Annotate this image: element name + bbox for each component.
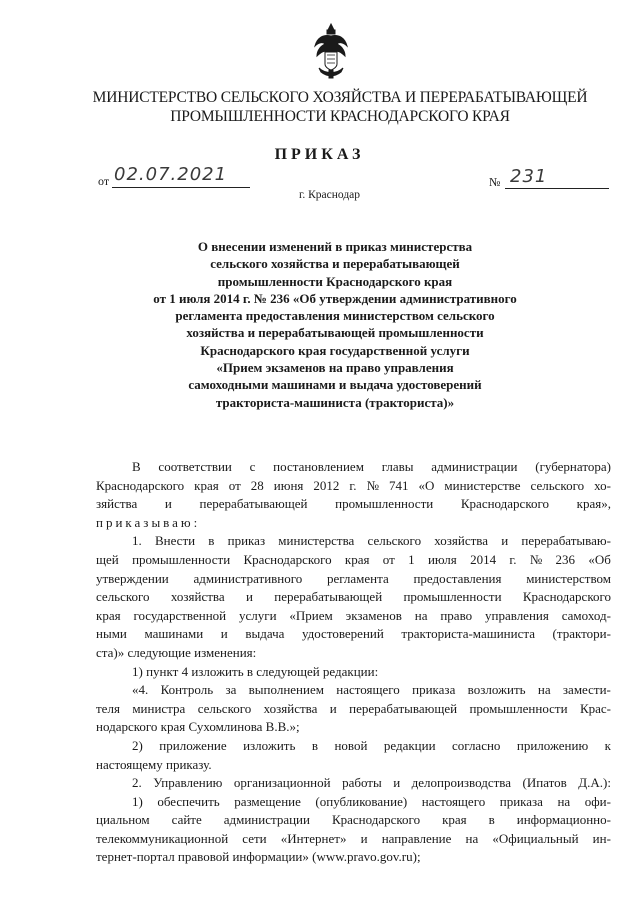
body-word: в [311,737,318,753]
document-type-heading: ПРИКАЗ [274,146,365,163]
date-underline [112,187,250,188]
body-word: утверждении [96,570,169,586]
body-word: министерства [278,533,355,549]
body-word: делопроизводства [411,775,512,791]
body-word: края [344,551,370,567]
body-word: перерабатывающей [199,496,308,512]
body-word: телекоммуникационной [96,830,229,846]
body-word: и [329,700,337,716]
body-line [96,681,611,700]
body-word: административного [193,570,303,586]
body-word: № [366,477,379,493]
body-word: и [164,496,172,512]
body-line [96,737,611,756]
title-line: самоходными машинами и выдача удостоверений [188,377,482,393]
body-word: настоящего [421,793,486,809]
order-number: 231 [510,166,548,187]
body-word: 2) [132,737,143,753]
body-word: зяйства [96,496,138,512]
body-word: приказа [412,682,456,698]
body-word: на [557,793,571,809]
body-word: экзаменов [345,607,402,623]
body-word: и [360,830,368,846]
body-word: 28 [250,477,264,493]
body-word: министерстве [444,477,521,493]
body-line: приказываю: [96,514,201,530]
body-word: хозяйства [263,700,318,716]
body-word: Д.А.): [578,775,611,791]
body-word: на [537,682,551,698]
body-word: промышленности [335,496,434,512]
body-word: «4. [132,682,149,698]
body-word: приказа [499,793,543,809]
city: г. Краснодар [298,189,361,201]
body-word: самоход- [561,607,611,623]
body-word: перерабатываю- [521,533,611,549]
body-word: сайте [171,812,202,828]
body-word: «Интернет» [280,830,347,846]
body-word: сельского [197,700,252,716]
body-line [96,774,611,793]
body-word: В [132,459,141,474]
number-prefix: № [489,175,501,189]
order-title [130,238,540,411]
body-line [96,793,611,812]
body-word: к [604,737,611,753]
body-word: от [382,551,395,567]
body-word: 2014 [470,551,497,567]
body-word: края [194,477,219,493]
body-word: сельского [530,477,585,493]
body-word: щей [96,551,119,567]
date-prefix: от [98,174,110,188]
body-word: постановлением [273,459,364,474]
body-word: министерством [526,570,611,586]
order-body [96,458,611,867]
body-word: тракториста-машиниста [401,626,535,642]
body-word: теля [96,700,120,716]
body-word: регламента [326,570,389,586]
body-word: информационно- [516,812,611,828]
body-word: Краснодарского [243,551,332,567]
body-word: края», [576,496,611,512]
body-word: и [220,626,228,642]
coat-of-arms-icon [311,22,351,80]
body-word: сельского [96,589,150,605]
ministry-name [60,88,620,126]
title-line: промышленности Краснодарского края [217,273,453,289]
body-word: перерабатывающей [274,589,383,605]
ministry-name-line: ПРОМЫШЛЕННОСТИ КРАСНОДАРСКОГО КРАЯ [170,108,510,125]
ministry-name-line: МИНИСТЕРСТВО СЕЛЬСКОГО ХОЗЯЙСТВА И ПЕРЕРАБАТЫВАЮЩЕЙ [92,89,588,106]
body-word: ин- [592,830,611,846]
body-word: в [208,533,215,549]
body-line [96,551,611,570]
body-word: и [501,533,509,549]
body-word: 2012 [313,477,340,493]
body-line: тернет-портал правовой информации» (www.pravo.gov.ru); [96,849,421,865]
body-word: июля [427,551,457,567]
body-word: июня [273,477,304,493]
body-word: края [96,607,121,623]
body-word: согласно [452,737,501,753]
body-word: в [488,812,495,828]
body-word: на [414,607,428,623]
body-line [96,607,611,626]
body-line [96,532,611,551]
body-word: офи- [584,793,611,809]
body-word: Краснодарского [522,589,611,605]
body-word: замести- [562,682,611,698]
body-word: с [249,459,256,474]
body-word: 1 [408,551,415,567]
body-word: приложение [159,737,227,753]
body-word: государственной [133,607,227,623]
body-word: «Официальный [492,830,579,846]
body-word: циальном [96,812,150,828]
title-line: Краснодарского края государственной услуги [200,342,470,358]
body-word: (опубликование) [315,793,408,809]
body-line: ста)» следующие изменения: [96,644,257,660]
body-word: удостоверений [301,626,384,642]
body-word: 2. [132,775,142,791]
body-word: выполнением [248,682,324,698]
body-word: хо- [594,477,611,493]
body-word: Управлению [153,775,223,791]
body-word: г. [509,551,517,567]
body-line [96,458,611,477]
body-word: промышленности [132,551,231,567]
title-line: сельского хозяйства и перерабатывающей [210,256,460,272]
body-word: организационной [233,775,331,791]
body-word: выдача [245,626,285,642]
body-word: хозяйства [434,533,489,549]
body-word: за [225,682,237,698]
body-line: 1) пункт 4 изложить в следующей редакции: [132,663,379,679]
body-word: изложить [243,737,296,753]
body-word: министра [132,700,186,716]
body-word: управления [485,607,549,623]
body-word: приложению [516,737,589,753]
body-word: работы [342,775,382,791]
body-line [96,700,611,719]
body-word: «Об [588,551,611,567]
body-word: 741 [388,477,409,493]
body-word: главы [381,459,414,474]
body-line: настоящему приказу. [96,756,212,772]
title-line: от 1 июля 2014 г. № 236 «Об утверждении административного [153,290,517,306]
body-word: настоящего [336,682,400,698]
body-word: Краснодарского [460,496,549,512]
order-date: 02.07.2021 [114,164,228,185]
body-word: на [465,830,479,846]
body-word: возложить [467,682,526,698]
body-word: и [393,775,401,791]
body-line [96,625,611,644]
body-word: Краснодарского [96,477,185,493]
body-word: 1) [132,793,143,809]
body-line [96,570,611,589]
body-word: администрации [431,459,518,474]
body-word: Краснодарского [331,812,421,828]
title-line: тракториста-машиниста (тракториста)» [215,394,455,410]
title-line: регламента предоставления министерством сельского [175,308,495,324]
body-word: (трактори- [552,626,611,642]
body-word: № [529,551,543,567]
body-word: приказ [227,533,266,549]
body-word: обеспечить [157,793,220,809]
body-word: 1. [132,533,142,549]
title-line: «Прием экзаменов на право управления [216,360,454,376]
body-line [96,495,611,514]
body-word: хозяйства [170,589,225,605]
body-word: редакции [383,737,436,753]
body-line [96,811,611,830]
body-word: края [442,812,467,828]
body-line [96,830,611,849]
body-word: сельского [367,533,422,549]
body-word: перерабатывающей [349,700,458,716]
body-word: 236 [555,551,576,567]
body-word: право [440,607,473,623]
body-word: соответствии [158,459,232,474]
body-word: и [245,589,253,605]
body-word: г. [349,477,357,493]
body-word: от [228,477,241,493]
body-word: новой [334,737,368,753]
body-word: промышленности [403,589,502,605]
body-word: Крас- [579,700,611,716]
body-word: (губернатора) [535,459,611,474]
body-word: сети [242,830,267,846]
body-word: услуги [238,607,277,623]
title-line: О внесении изменений в приказ министерства [197,239,473,254]
body-word: ными [96,626,127,642]
body-word: Внести [154,533,196,549]
body-word: «О [418,477,435,493]
body-word: Контроль [160,682,214,698]
body-word: машинами [144,626,204,642]
body-word: администрации [223,812,310,828]
body-line [96,588,611,607]
body-word: размещение [234,793,301,809]
title-line: хозяйства и перерабатывающей промышленности [186,325,484,341]
body-word: предоставления [413,570,502,586]
body-line [96,477,611,496]
body-word: (Ипатов [522,775,567,791]
body-word: направление [381,830,452,846]
body-line: нодарского края Сухомлинова В.В.»; [96,719,300,735]
body-word: промышленности [469,700,568,716]
body-word: «Прием [289,607,333,623]
